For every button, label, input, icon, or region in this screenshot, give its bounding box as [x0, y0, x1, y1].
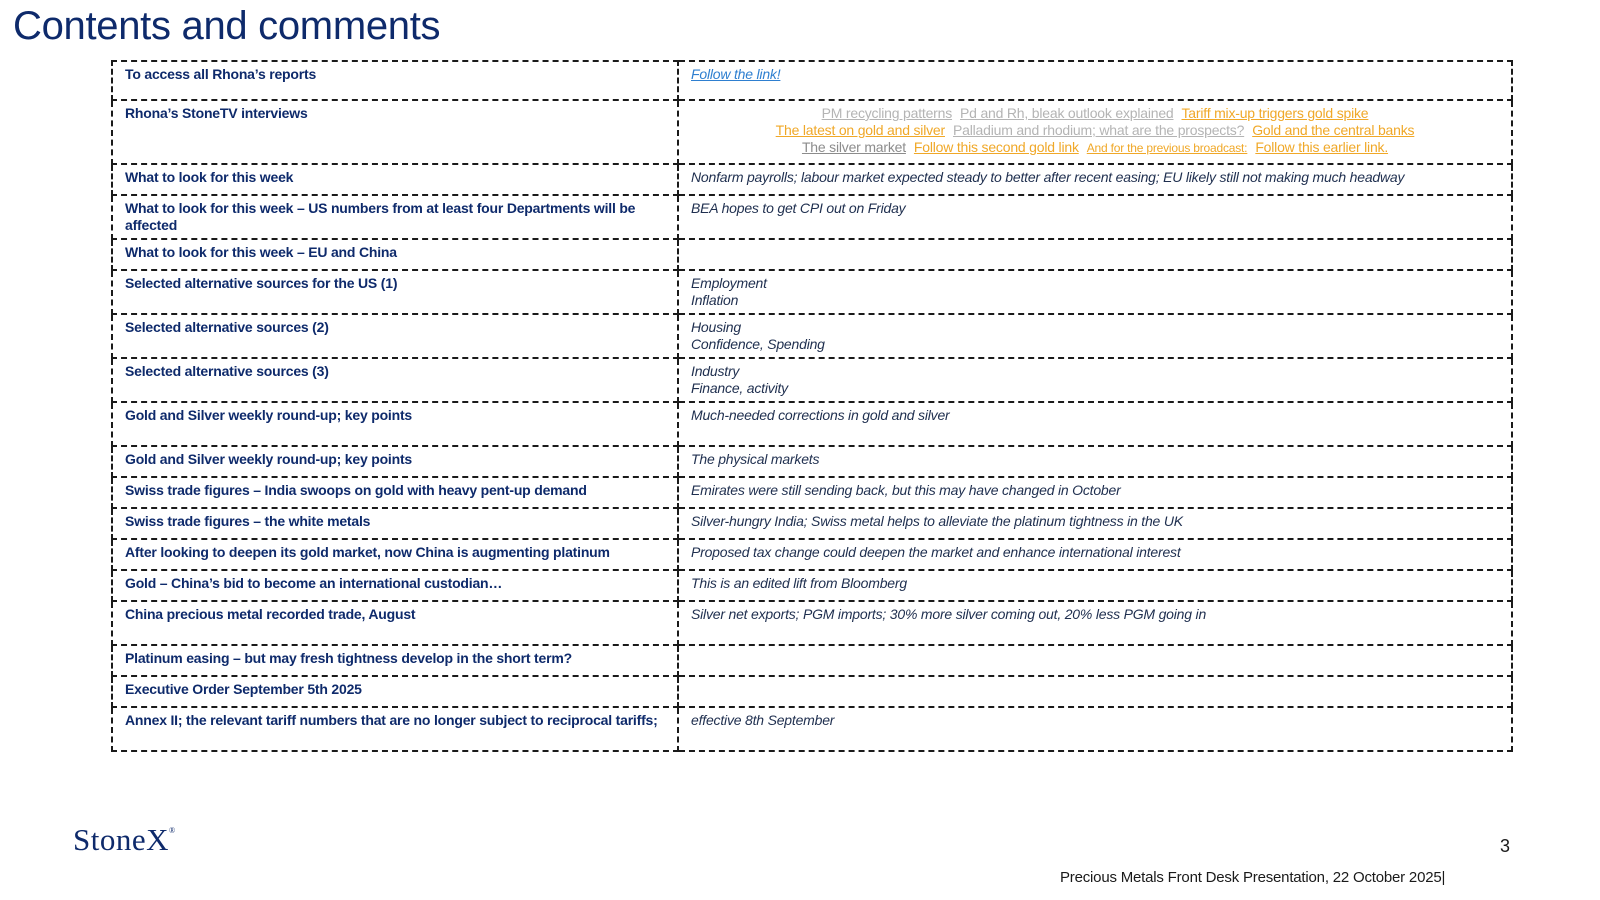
row-topic: To access all Rhona’s reports [112, 61, 678, 100]
table-row [112, 570, 1512, 601]
row-comment [678, 314, 1512, 358]
reports-link[interactable]: Follow the link! [691, 66, 781, 82]
comment-line: Industry [691, 363, 740, 379]
row-topic: Gold and Silver weekly round-up; key points [112, 446, 678, 477]
table-row [112, 164, 1512, 195]
table-row [112, 239, 1512, 270]
row-topic: What to look for this week – US numbers from at least four Departments will be affected [112, 195, 678, 239]
comment-line: Inflation [691, 292, 739, 308]
row-comment: Emirates were still sending back, but this may have changed in October [678, 477, 1512, 508]
contents-table [111, 60, 1513, 752]
interview-link[interactable]: The latest on gold and silver [775, 122, 945, 138]
row-topic: What to look for this week [112, 164, 678, 195]
row-topic: Platinum easing – but may fresh tightness develop in the short term? [112, 645, 678, 676]
row-topic: Swiss trade figures – the white metals [112, 508, 678, 539]
table-row [112, 314, 1512, 358]
row-topic: Selected alternative sources (3) [112, 358, 678, 402]
table-row [112, 100, 1512, 164]
page-number: 3 [1500, 836, 1511, 856]
stonex-logo: StoneX® [73, 822, 176, 857]
table-row [112, 508, 1512, 539]
row-topic: Executive Order September 5th 2025 [112, 676, 678, 707]
row-comment: This is an edited lift from Bloomberg [678, 570, 1512, 601]
row-topic: Swiss trade figures – India swoops on gold with heavy pent-up demand [112, 477, 678, 508]
table-row [112, 676, 1512, 707]
row-comment [678, 61, 1512, 100]
row-comment [678, 270, 1512, 314]
comment-line: Employment [691, 275, 767, 291]
row-topic: China precious metal recorded trade, August [112, 601, 678, 645]
row-comment: Much-needed corrections in gold and silver [678, 402, 1512, 446]
row-topic: Gold and Silver weekly round-up; key points [112, 402, 678, 446]
table-row [112, 358, 1512, 402]
row-comment: Silver net exports; PGM imports; 30% more silver coming out, 20% less PGM going in [678, 601, 1512, 645]
table-row [112, 645, 1512, 676]
interview-link[interactable]: PM recycling patterns [821, 105, 953, 121]
table-row [112, 477, 1512, 508]
table-row [112, 707, 1512, 751]
row-comment [678, 358, 1512, 402]
comment-line: Finance, activity [691, 380, 788, 396]
table-row [112, 270, 1512, 314]
interview-link[interactable]: Tariff mix-up triggers gold spike [1181, 105, 1369, 121]
row-topic: Annex II; the relevant tariff numbers that are no longer subject to reciprocal tariffs; [112, 707, 678, 751]
row-comment: BEA hopes to get CPI out on Friday [678, 195, 1512, 239]
comment-line: Confidence, Spending [691, 336, 825, 352]
interview-line-3 [691, 139, 1499, 157]
table-row [112, 539, 1512, 570]
row-comment: Silver-hungry India; Swiss metal helps to alleviate the platinum tightness in the UK [678, 508, 1512, 539]
row-topic: Gold – China’s bid to become an international custodian… [112, 570, 678, 601]
page-title: Contents and comments [13, 4, 441, 48]
row-comment: The physical markets [678, 446, 1512, 477]
interview-link[interactable]: And for the previous broadcast: [1086, 141, 1248, 155]
interview-link[interactable]: Pd and Rh, bleak outlook explained [960, 105, 1174, 121]
table-row [112, 402, 1512, 446]
table-row [112, 446, 1512, 477]
table-row [112, 195, 1512, 239]
interviews-links [678, 100, 1512, 164]
row-comment [678, 676, 1512, 707]
row-comment [678, 239, 1512, 270]
footer-text: Precious Metals Front Desk Presentation, 22 October 2025| [1060, 869, 1446, 886]
interview-link[interactable]: Gold and the central banks [1252, 122, 1415, 138]
row-topic: Rhona’s StoneTV interviews [112, 100, 678, 164]
interview-line-1 [691, 105, 1499, 122]
interview-link[interactable]: Follow this second gold link [913, 139, 1079, 155]
row-comment: Proposed tax change could deepen the market and enhance international interest [678, 539, 1512, 570]
interview-link[interactable]: Follow this earlier link. [1255, 139, 1389, 155]
interview-line-2 [691, 122, 1499, 139]
row-topic: What to look for this week – EU and China [112, 239, 678, 270]
comment-line: Housing [691, 319, 741, 335]
row-topic: Selected alternative sources for the US (1) [112, 270, 678, 314]
interview-link[interactable]: Palladium and rhodium; what are the prospects? [952, 122, 1245, 138]
table-row [112, 61, 1512, 100]
table-row [112, 601, 1512, 645]
row-comment [678, 645, 1512, 676]
interview-link[interactable]: The silver market [801, 139, 906, 155]
row-comment: Nonfarm payrolls; labour market expected steady to better after recent easing; EU likely still not making much headway [678, 164, 1512, 195]
row-topic: Selected alternative sources (2) [112, 314, 678, 358]
row-comment: effective 8th September [678, 707, 1512, 751]
row-topic: After looking to deepen its gold market, now China is augmenting platinum [112, 539, 678, 570]
